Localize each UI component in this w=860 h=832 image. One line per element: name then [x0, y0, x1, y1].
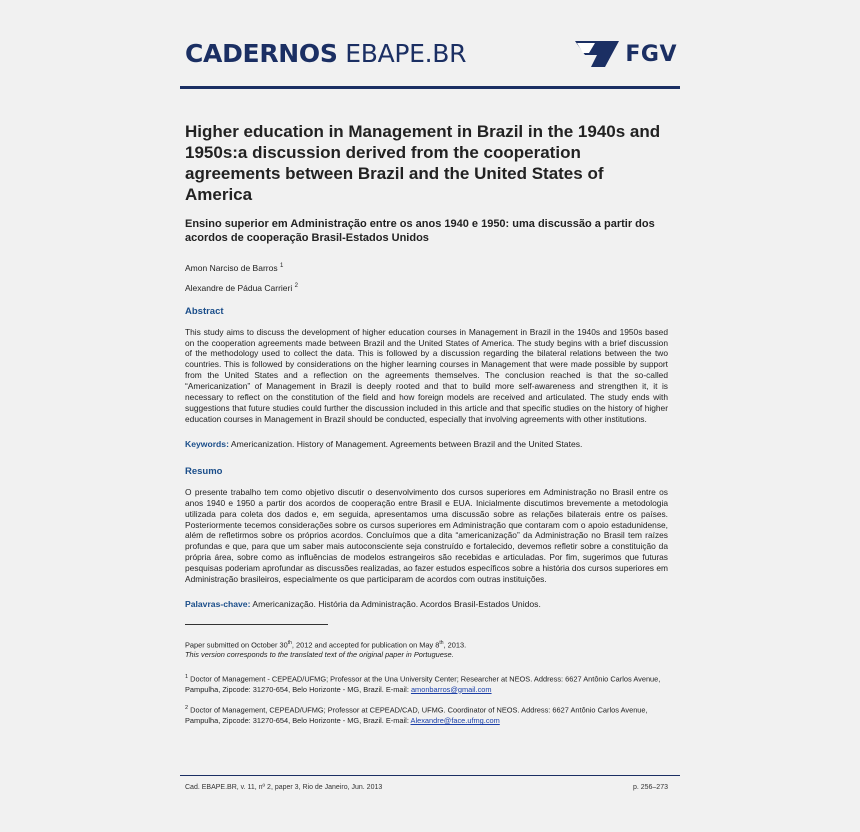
fgv-emblem-icon: [575, 41, 619, 67]
page-range: p. 256–273: [632, 784, 668, 791]
palavras-chave: [185, 599, 668, 610]
citation: Cad. EBAPE.BR, v. 11, nº 2, paper 3, Rio de Janeiro, Jun. 2013: [185, 784, 383, 791]
email-link[interactable]: amonbarros@gmail.com: [410, 684, 492, 694]
footnote-rule: [185, 624, 328, 625]
brand-bold: CADERNOS: [185, 39, 338, 68]
submission-text: Paper submitted on October 30: [185, 640, 288, 650]
article-subtitle: Ensino superior em Administração entre os anos 1940 e 1950: uma discussão a partir dos acordos de cooperação Brasil-Estados Unidos: [185, 218, 655, 244]
header-rule: [180, 86, 680, 89]
page-footer: [185, 784, 668, 791]
keywords-label: Keywords:: [185, 438, 229, 449]
submission-text: , 2013.: [443, 640, 467, 650]
translation-note: This version corresponds to the translated text of the original paper in Portuguese.: [185, 650, 454, 660]
abstract-heading: Abstract: [185, 305, 224, 317]
email-link[interactable]: Alexandre@face.ufmg.com: [410, 716, 500, 726]
palavras-text: Americanização. História da Administração. Acordos Brasil-Estados Unidos.: [252, 598, 541, 609]
submission-note: [185, 639, 668, 650]
author-name: Alexandre de Pádua Carrieri: [185, 282, 293, 293]
footer-rule: [180, 775, 680, 776]
author-1: [185, 261, 668, 274]
publisher-logo: [575, 40, 677, 68]
palavras-label: Palavras-chave:: [185, 598, 251, 609]
ordinal: th: [287, 639, 292, 646]
footnote-2: [185, 703, 668, 726]
ordinal: th: [439, 639, 444, 646]
author-footnote-ref[interactable]: 1: [279, 263, 284, 269]
author-footnote-ref[interactable]: 2: [294, 282, 298, 289]
footnote-1: [185, 672, 668, 695]
journal-logo: [185, 40, 466, 68]
brand-light: EBAPE.BR: [345, 39, 467, 68]
submission-text: , 2012 and accepted for publication on May 8: [291, 640, 440, 650]
footnote-text: Doctor of Management, CEPEAD/UFMG; Professor at CEPEAD/CAD, UFMG. Coordinator of NEOS. Address: 6627 Antônio Carlos Avenue, Pampulha, Zipcode: 31270-654, Belo Horizonte - MG, Brazil. E-mail:: [185, 705, 648, 726]
keywords: [185, 439, 668, 450]
author-2: [185, 281, 668, 294]
author-name: Amon Narciso de Barros: [185, 262, 278, 273]
publisher-name: FGV: [625, 41, 677, 67]
resumo-text: O presente trabalho tem como objetivo discutir o desenvolvimento dos cursos superiores em Administração no Brasil entre os anos 1940 e 1950 a partir dos acordos de cooperação entre Brasil e EUA. Inicialmente discutimos brevemente a metodologia utilizada para coleta dos dados e, em seguida, apresentamos uma discussão sobre as relações bilaterais entre os países. Posteriormente tecemos considerações sobre os cursos superiores em Administração que contaram com o apoio estadunidense, além de refletirmos sobre os próprios acordos. Concluímos que a dita “americanização” da Administração no Brasil tem raízes profundas e que, para que um saber mais autoconsciente seja construído e fortalecido, devemos refletir sobre a constituição da própria área, sobre como as influências de modelos estrangeiros são recebidas e articuladas. Por fim, sugerimos que futuras pesquisas poderiam aprofundar as discussões realizadas, ao fazer estudos específicos sobre a história dos cursos superiores em Administração brasileiros, especialmente os que participaram de acordos com outras instituições.: [185, 486, 668, 585]
footnote-number: 2: [185, 705, 189, 712]
abstract-text: This study aims to discuss the development of higher education courses in Management in Brazil in the 1940s and 1950s based on the cooperation agreements made between Brazil and the United States of America. The study begins with a brief discussion of the methodology used to collect the data. This is followed by a discussion regarding the bilateral relations between the two countries. This is followed by considerations on the higher learning courses in Management that were made possible by support from the United States and a reflection on the agreements themselves. The conclusion reached is that the so-called “Americanization” of Management in Brazil is deeply rooted and that to build more self-awareness and strengthen it, it is necessary to reflect on the constitution of the field and how foreign models are received and articulated. The study ends with suggestions that future studies could further the discussion included in this article and that specific studies on the history of higher education courses in Management in Brazil should be conducted, especially that involving agreements with other institutions.: [185, 326, 668, 424]
keywords-text: Americanization. History of Management. Agreements between Brazil and the United States.: [230, 438, 583, 449]
article-body: [185, 121, 668, 727]
footnote-number: 1: [185, 673, 189, 680]
resumo-heading: Resumo: [185, 465, 223, 477]
footnote-text: Doctor of Management - CEPEAD/UFMG; Professor at the Una University Center; Researcher at NEOS. Address: 6627 Antônio Carlos Avenue, Pampulha, Zipcode: 31270-654, Belo Horizonte - MG, Brazil. E-mail:: [185, 674, 661, 694]
masthead: [185, 40, 677, 70]
article-title: Higher education in Management in Brazil in the 1940s and 1950s:a discussion derived from the cooperation agreements between Brazil and the United States of America: [185, 122, 661, 204]
